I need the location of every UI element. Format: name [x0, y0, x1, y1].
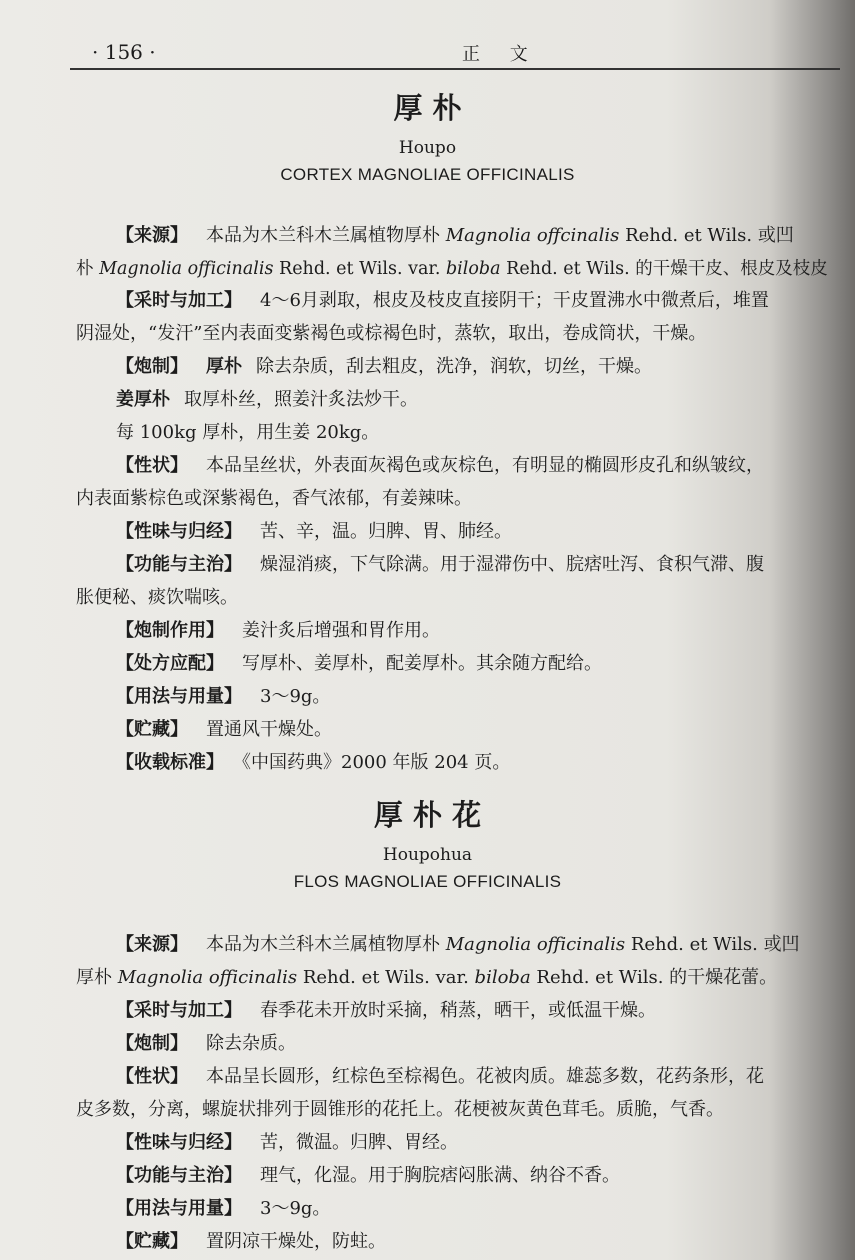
process-term: 厚朴 — [206, 356, 242, 377]
text: 厚朴 — [76, 967, 112, 988]
section-label: 【炮制】 — [116, 1033, 188, 1054]
entry-title-houpohua: 厚 朴 花 — [373, 798, 482, 832]
text: 姜汁炙后增强和胃作用。 — [242, 620, 440, 641]
entry-title-houpo: 厚 朴 — [393, 91, 462, 125]
text: 《中国药典》2000 年版 204 页。 — [242, 752, 511, 773]
houpohua-source-line2 — [76, 966, 777, 990]
species-name: Magnolia officinalis — [445, 934, 626, 955]
text: 燥湿消痰，下气除满。用于湿滞伤中、脘痞吐泻、食积气滞、腹 — [260, 554, 764, 575]
section-label: 【贮藏】 — [116, 719, 188, 740]
houpohua-dose-line — [116, 1197, 330, 1221]
running-title: 正 文 — [462, 44, 540, 65]
section-label: 【炮制】 — [116, 356, 188, 377]
text: Rehd. et Wils. 或凹 — [625, 225, 794, 246]
houpohua-harvest-line — [116, 999, 656, 1023]
houpo-ginger-line — [116, 388, 418, 412]
text: 苦，微温。归脾、胃经。 — [260, 1132, 458, 1153]
page-number: · 156 · — [92, 40, 156, 64]
text: Rehd. et Wils. 或凹 — [630, 934, 800, 955]
variety-name: biloba — [474, 967, 531, 988]
species-name: Magnolia offcinalis — [445, 225, 620, 246]
houpo-presc-line — [116, 652, 602, 676]
entry-pinyin-houpohua: Houpohua — [382, 845, 473, 865]
text: 取厚朴丝，照姜汁炙法炒干。 — [184, 389, 418, 410]
text: Rehd. et Wils. 的干燥花蕾。 — [536, 967, 778, 988]
section-label: 【炮制作用】 — [116, 620, 224, 641]
houpo-ginger-ratio: 每 100kg 厚朴，用生姜 20kg。 — [116, 422, 380, 443]
section-label: 【采时与加工】 — [116, 1000, 242, 1021]
section-label: 【性味与归经】 — [116, 1132, 242, 1153]
section-label: 【贮藏】 — [116, 1231, 188, 1252]
species-name: Magnolia officinalis — [117, 967, 298, 988]
houpo-std-line — [116, 751, 510, 775]
houpohua-source-line1 — [116, 933, 800, 957]
text: 春季花未开放时采摘，稍蒸，晒干，或低温干燥。 — [260, 1000, 656, 1021]
houpo-store-line — [116, 718, 332, 742]
houpo-harvest-line1 — [116, 289, 769, 313]
text: Rehd. et Wils. var. — [279, 259, 441, 279]
houpohua-taste-line — [116, 1131, 458, 1155]
section-label: 【用法与用量】 — [116, 686, 242, 707]
section-label: 【来源】 — [116, 934, 188, 955]
houpo-taste-line — [116, 520, 512, 544]
houpo-trait-line2: 内表面紫棕色或深紫褐色，香气浓郁，有姜辣味。 — [76, 488, 472, 509]
variety-name: biloba — [445, 259, 501, 279]
text: 3～9g。 — [260, 686, 331, 707]
section-label: 【性味与归经】 — [116, 521, 242, 542]
houpo-harvest-line2: 阴湿处，“发汗”至内表面变紫褐色或棕褐色时，蒸软，取出，卷成筒状，干燥。 — [76, 323, 707, 344]
text: 本品为木兰科木兰属植物厚朴 — [206, 225, 440, 246]
section-label: 【性状】 — [116, 455, 188, 476]
houpo-process-line — [116, 355, 652, 379]
header-rule — [70, 68, 840, 70]
text: 理气，化湿。用于胸脘痞闷胀满、纳谷不香。 — [260, 1165, 620, 1186]
text: 3～9g。 — [260, 1198, 331, 1219]
text: 置通风干燥处。 — [206, 719, 332, 740]
houpo-func-line2: 胀便秘、痰饮喘咳。 — [76, 587, 238, 608]
page-header — [70, 40, 840, 66]
section-label: 【收载标准】 — [116, 752, 224, 773]
houpohua-store-line — [116, 1230, 386, 1254]
houpohua-process-line — [116, 1032, 296, 1056]
entry-pinyin-houpo: Houpo — [398, 138, 457, 158]
text: 苦、辛，温。归脾、胃、肺经。 — [260, 521, 512, 542]
houpo-dose-line — [116, 685, 330, 709]
section-label: 【用法与用量】 — [116, 1198, 242, 1219]
text: 除去杂质。 — [206, 1033, 296, 1054]
section-label: 【性状】 — [116, 1066, 188, 1087]
section-label: 【功能与主治】 — [116, 1165, 242, 1186]
houpohua-trait-line2: 皮多数，分离，螺旋状排列于圆锥形的花托上。花梗被灰黄色茸毛。质脆，气香。 — [76, 1099, 724, 1120]
text: 本品呈丝状，外表面灰褐色或灰棕色，有明显的椭圆形皮孔和纵皱纹， — [206, 455, 764, 476]
houpo-effect-line — [116, 619, 440, 643]
houpo-source-line1 — [116, 224, 794, 248]
process-term: 姜厚朴 — [116, 389, 170, 410]
entry-latin-houpohua: FLOS MAGNOLIAE OFFICINALIS — [293, 872, 562, 891]
section-label: 【采时与加工】 — [116, 290, 242, 311]
text: 写厚朴、姜厚朴，配姜厚朴。其余随方配给。 — [242, 653, 602, 674]
houpo-func-line1 — [116, 553, 764, 577]
text: 本品呈长圆形，红棕色至棕褐色。花被肉质。雄蕊多数，花药条形，花 — [206, 1066, 764, 1087]
houpo-source-line2 — [76, 257, 828, 281]
text: 朴 — [76, 259, 94, 279]
section-label: 【来源】 — [116, 225, 188, 246]
section-label: 【功能与主治】 — [116, 554, 242, 575]
species-name: Magnolia officinalis — [99, 259, 274, 279]
text: Rehd. et Wils. var. — [302, 967, 469, 988]
houpohua-trait-line1 — [116, 1065, 764, 1089]
text: 本品为木兰科木兰属植物厚朴 — [206, 934, 440, 955]
section-label: 【处方应配】 — [116, 653, 224, 674]
text: 4～6月剥取，根皮及枝皮直接阴干；干皮置沸水中微煮后，堆置 — [260, 290, 769, 311]
text: Rehd. et Wils. 的干燥干皮、根皮及枝皮 — [506, 259, 828, 279]
entry-latin-houpo: CORTEX MAGNOLIAE OFFICINALIS — [280, 165, 575, 184]
text: 除去杂质，刮去粗皮，洗净，润软，切丝，干燥。 — [256, 356, 652, 377]
houpohua-func-line — [116, 1164, 620, 1188]
houpo-trait-line1 — [116, 454, 764, 478]
text: 置阴凉干燥处，防蛀。 — [206, 1231, 386, 1252]
